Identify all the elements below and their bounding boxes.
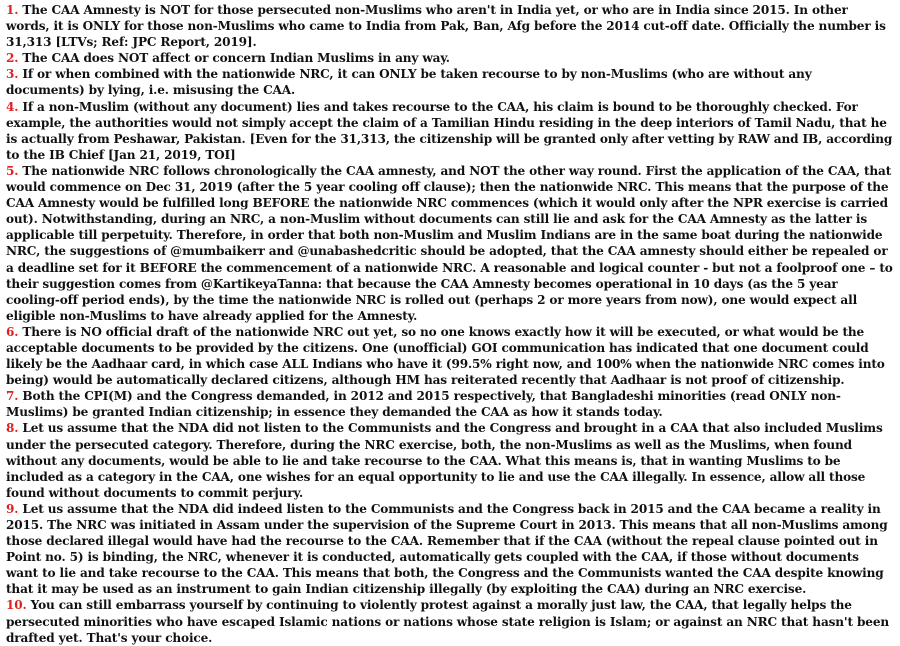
point-6	[6, 324, 894, 388]
point-2	[6, 50, 894, 66]
point-1	[6, 2, 894, 50]
point-7	[6, 388, 894, 420]
point-text: You can still embarrass yourself by continuing to violently protest against a morally just law, the CAA, that legally helps the persecuted minorities who have escaped Islamic nations or nations whose state religion is Islam; or against an NRC that hasn't been drafted yet. That's your choice.	[6, 598, 890, 645]
point-number: 7.	[6, 389, 19, 404]
point-text: If or when combined with the nationwide NRC, it can ONLY be taken recourse to by non-Muslims (who are without any documents) by lying, i.e. misusing the CAA.	[6, 67, 812, 98]
point-3	[6, 66, 894, 98]
point-text: The nationwide NRC follows chronologically the CAA amnesty, and NOT the other way round. First the application of the CAA, that would commence on Dec 31, 2019 (after the 5 year cooling off clause); then the nationwide NRC. This means that the purpose of the CAA Amnesty would be fulfilled long BEFORE the nationwide NRC commences (which it would only after the NPR exercise is carried out). Notwithstanding, during an NRC, a non-Muslim without documents can still lie and ask for the CAA Amnesty as the latter is applicable till perpetuity. Therefore, in order that both non-Muslim and Muslim Indians are in the same boat during the nationwide NRC, the suggestions of @mumbaikerr and @unabashedcritic should be adopted, that the CAA amnesty should either be repealed or a deadline set for it BEFORE the commencement of a nationwide NRC. A reasonable and logical counter - but not a foolproof one – to their suggestion comes from @KartikeyaTanna: that because the CAA Amnesty becomes operational in 10 days (as the 5 year cooling-off period ends), by the time the nationwide NRC is rolled out (perhaps 2 or more years from now), one would expect all eligible non-Muslims to have already applied for the Amnesty.	[6, 163, 893, 323]
point-10	[6, 597, 894, 645]
point-text: Let us assume that the NDA did not listen to the Communists and the Congress and brought in a CAA that also included Muslims under the persecuted category. Therefore, during the NRC exercise, both, the non-Muslims as well as the Muslims, when found without any documents, would be able to lie and take recourse to the CAA. What this means is, that in wanting Muslims to be included as a category in the CAA, one wishes for an equal opportunity to lie and use the CAA illegally. In essence, allow all those found without documents to commit perjury.	[6, 421, 883, 500]
point-9	[6, 501, 894, 598]
point-text: The CAA Amnesty is NOT for those persecuted non-Muslims who aren't in India yet, or who are in India since 2015. In other words, it is ONLY for those non-Muslims who came to India from Pak, Ban, Afg before the 2014 cut-off date. Officially the number is 31,313 [LTVs; Ref: JPC Report, 2019].	[6, 3, 886, 50]
point-text: There is NO official draft of the nationwide NRC out yet, so no one knows exactly how it will be executed, or what would be the acceptable documents to be provided by the citizens. One (unofficial) GOI communication has indicated that one document could likely be the Aadhaar card, in which case ALL Indians who have it (99.5% right now, and 100% when the nationwide NRC comes into being) would be automatically declared citizens, although HM has reiterated recently that Aadhaar is not proof of citizenship.	[6, 324, 885, 388]
point-5	[6, 163, 894, 324]
point-4	[6, 99, 894, 163]
point-number: 6.	[6, 324, 19, 339]
point-text: The CAA does NOT affect or concern Indian Muslims in any way.	[22, 51, 450, 66]
point-number: 2.	[6, 51, 19, 66]
point-number: 4.	[6, 99, 19, 114]
point-8	[6, 420, 894, 500]
point-number: 8.	[6, 421, 19, 436]
point-number: 5.	[6, 163, 19, 178]
point-number: 9.	[6, 501, 19, 516]
point-text: Let us assume that the NDA did indeed listen to the Communists and the Congress back in 2015 and the CAA became a reality in 2015. The NRC was initiated in Assam under the supervision of the Supreme Court in 2013. This means that all non-Muslims among those declared illegal would have had the recourse to the CAA. Remember that if the CAA (without the repeal clause pointed out in Point no. 5) is binding, the NRC, whenever it is conducted, automatically gets coupled with the CAA, if those without documents want to lie and take recourse to the CAA. This means that both, the Congress and the Communists wanted the CAA despite knowing that it may be used as an instrument to gain Indian citizenship illegally (by exploiting the CAA) during an NRC exercise.	[6, 501, 888, 597]
point-text: If a non-Muslim (without any document) lies and takes recourse to the CAA, his claim is bound to be thoroughly checked. For example, the authorities would not simply accept the claim of a Tamilian Hindu residing in the deep interiors of Tamil Nadu, that he is actually from Peshawar, Pakistan. [Even for the 31,313, the citizenship will be granted only after vetting by RAW and IB, according to the IB Chief [Jan 21, 2019, TOI]	[6, 99, 893, 162]
point-number: 10.	[6, 598, 27, 613]
point-text: Both the CPI(M) and the Congress demanded, in 2012 and 2015 respectively, that Bangladeshi minorities (read ONLY non-Muslims) be granted Indian citizenship; in essence they demanded the CAA as how it stands today.	[6, 389, 841, 420]
point-number: 3.	[6, 67, 19, 82]
point-number: 1.	[6, 3, 19, 17]
